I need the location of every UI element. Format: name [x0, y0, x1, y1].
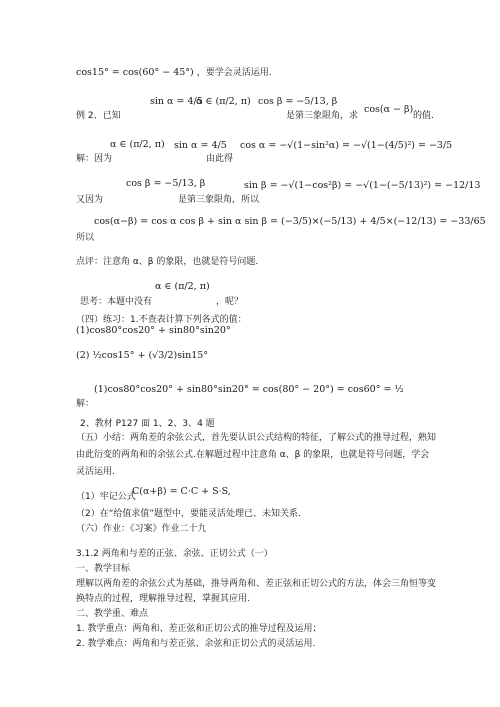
review-note: 点评：注意角 α、β 的象限，也就是符号问题.	[76, 257, 259, 267]
summary-line-1: （五）小结：两角差的余弦公式，首先要认识公式结构的特征，了解公式的推导过程，熟知	[76, 433, 437, 443]
practice-1: (1)cos80°cos20° + sin80°sin20°	[76, 325, 231, 336]
sol-c: cos α = −√(1−sin²α) = −√(1−(4/5)²) = −3/5	[240, 140, 453, 151]
also-label: 又因为	[76, 195, 104, 205]
think-label: 思考：本题中没有	[80, 297, 153, 307]
also-note: 是第三象限角，所以	[178, 195, 260, 205]
answer-label: 解：	[76, 399, 95, 409]
ex2-cond1: sin α = 4/5	[150, 96, 203, 107]
sol-a: α ∈ (π/2, π)	[110, 139, 165, 150]
also-c: sin β = −√(1−cos²β) = −√(1−(−5/13)²) = −12/13	[244, 180, 481, 191]
also-a: cos β = −5/13, β	[126, 178, 206, 189]
think-note: ，呢？	[216, 297, 244, 307]
summary-line-2: 由此衍变的两角和的余弦公式.在解题过程中注意角 α、β 的象限，也就是符号问题，学会	[76, 450, 430, 460]
so-formula: cos(α−β) = cos α cos β + sin α sin β = (−3/5)×(−5/13) + 4/5×(−12/13) = −33/65	[94, 216, 486, 227]
practice-heading: （四）练习：1.不查表计算下列各式的值：	[76, 315, 247, 325]
key-point-2: 2. 教学难点：两角和与差正弦、余弦和正切公式的灵活运用.	[76, 639, 316, 649]
objectives-heading: 一、教学目标	[76, 564, 131, 574]
sol-b-note: 由此得	[206, 154, 234, 164]
sol-b: sin α = 4/5	[174, 140, 227, 151]
practice-2: (2) ½cos15° + (√3/2)sin15°	[76, 350, 209, 361]
formula-cos15-note: ，要学会灵活运用.	[196, 68, 272, 78]
ex2-target: cos(α − β)	[364, 104, 414, 115]
formula-cos15	[76, 67, 272, 79]
answer-formula: (1)cos80°cos20° + sin80°sin20° = cos(80° − 20°) = cos60° = ½	[94, 384, 404, 395]
ex2-cond3: cos β = −5/13, β	[258, 96, 338, 107]
so-label: 所以	[76, 233, 95, 243]
remember-formula: C(α+β) = C·C + S·S,	[132, 486, 231, 497]
ex2-cond2: α ∈ (π/2, π)	[196, 96, 251, 107]
key-points-heading: 二、教学重、难点	[76, 609, 149, 619]
formula-cos15-text: cos15° = cos(60° − 45°)	[76, 67, 194, 78]
key-point-1: 1. 教学重点：两角和、差正弦和正切公式的推导过程及运用；	[76, 624, 322, 634]
ex2-target-note: 的值.	[413, 111, 434, 121]
think-formula: α ∈ (π/2, π)	[155, 281, 210, 292]
homework: （六）作业：《习案》作业二十九	[76, 524, 207, 534]
section-title: 3.1.2 两角和与差的正弦、余弦、正切公式（一）	[76, 549, 273, 559]
objectives-line-1: 理解以两角差的余弦公式为基础，推导两角和、差正弦和正切公式的方法，体会三角恒等变	[76, 579, 437, 589]
remember-label: （1）牢记公式	[76, 492, 136, 502]
summary-line-3: 灵活运用.	[76, 467, 115, 477]
given-value-note: （2）在“给值求值”题型中，要能灵活处理已、未知关系.	[76, 509, 301, 519]
objectives-line-2: 换特点的过程，理解推导过程，掌握其应用.	[76, 594, 250, 604]
ex2-cond3-note: 是第三象限角，求	[286, 111, 359, 121]
ex2-label: 例 2、已知	[76, 111, 121, 121]
textbook-exercises: 2、教材 P127 面 1、2、3、4 题	[80, 419, 215, 429]
sol-label: 解：因为	[76, 154, 113, 164]
